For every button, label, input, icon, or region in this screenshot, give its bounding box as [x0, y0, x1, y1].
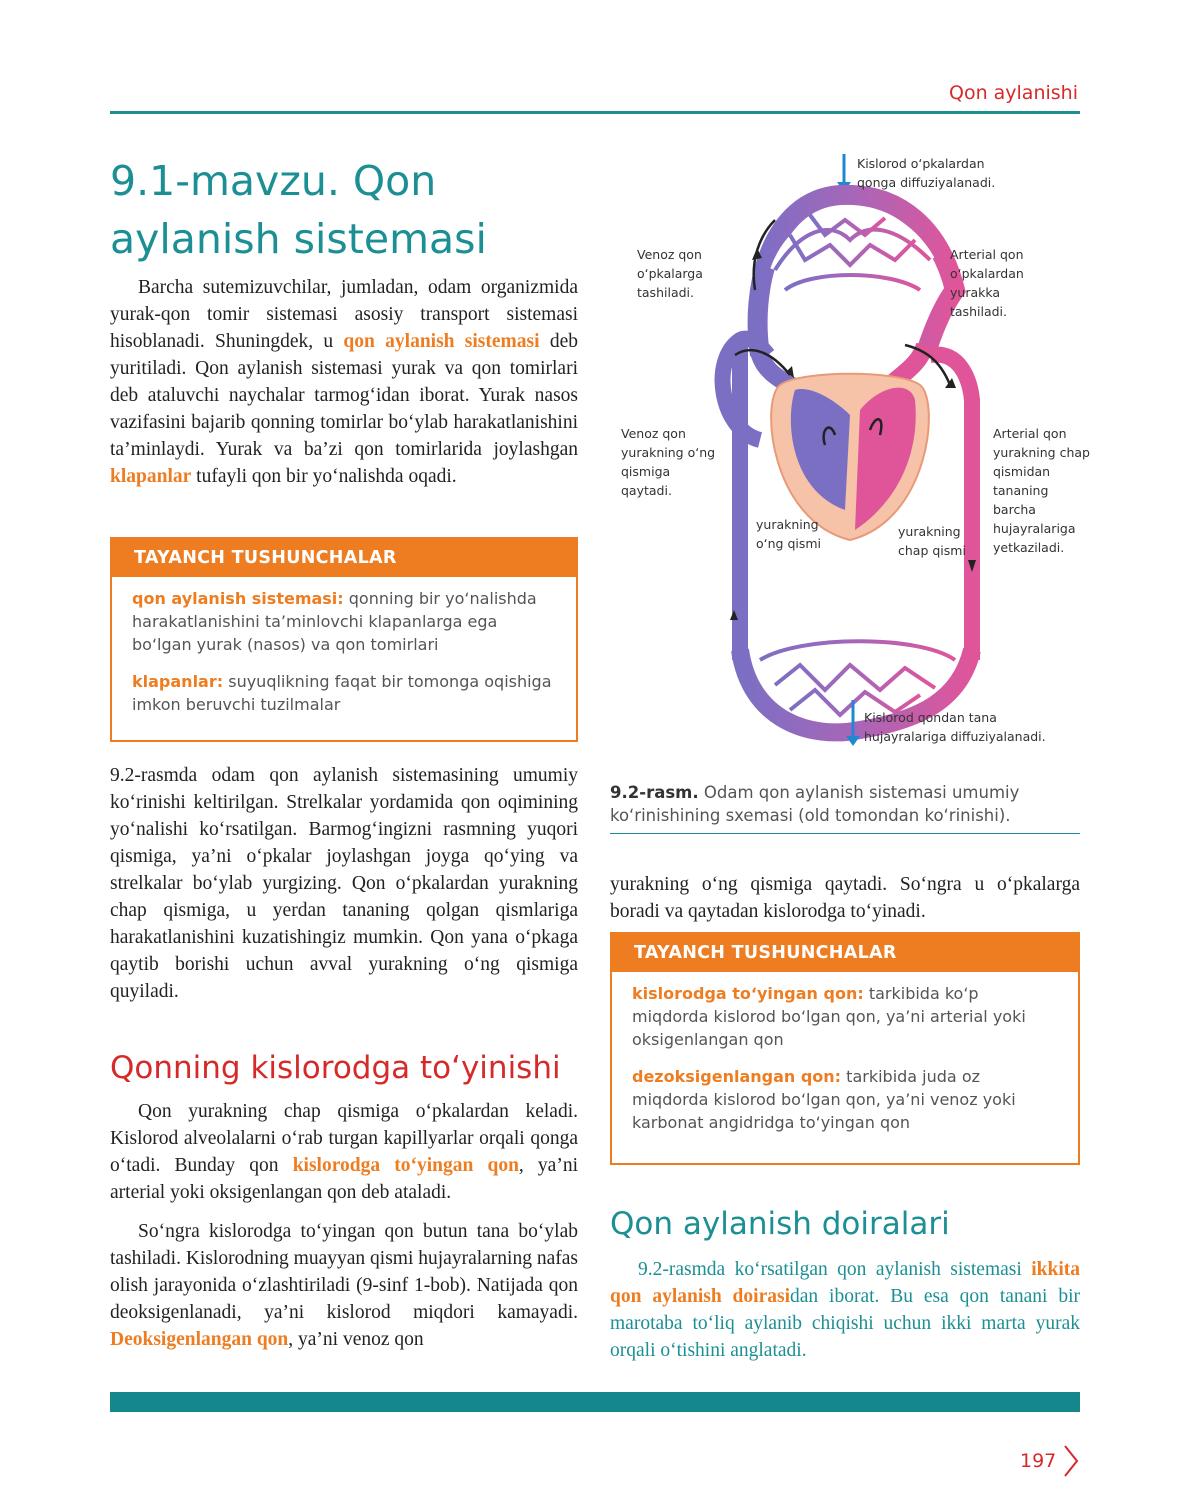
figure-reference-paragraph: 9.2-rasmda odam qon aylanish sistemasining umumiy ko‘rinishi keltirilgan. Strelkalar yordamida qon oqimining yo‘nalishi ko‘rsatilgan. Barmog‘ingizni rasmning yuqori qismiga, ya’ni o‘pkalar joylashgan joyga qo‘ying va strelkalar bo‘ylab yurgizing. Qon o‘pkalardan yurakning chap qismiga, u yerdan tananing qolgan qismlariga harakatlanishini kuzatishingiz mumkin. Qon yana o‘pkaga qaytib borishi uchun avval yurakning o‘ng qismiga quyiladi.: [110, 765, 578, 1002]
concept-item: dezoksigenlangan qon: tarkibida juda oz miqdorda kislorod bo‘lgan qon, ya’ni venoz yoki karbonat angidridga to‘yingan qon: [632, 1067, 1016, 1132]
key-concepts-box-1: [110, 537, 578, 742]
chevron-right-icon[interactable]: [1062, 1444, 1080, 1478]
label-arterial-from-lungs: Arterial qon o‘pkalardan yurakka tashiladi.: [950, 247, 1024, 319]
term-klapanlar: klapanlar: [110, 466, 192, 487]
key-concepts-box-2: [610, 932, 1080, 1165]
footer-bar: [110, 1392, 1080, 1412]
section2-paragraph: 9.2-rasmda ko‘rsatilgan qon aylanish sistemasi ikkita qon aylanish doirasidan iborat. Bu esa qon tanani bir marotaba to‘liq aylanib chiqishi uchun ikki marta yurak orqali o‘tishini anglatadi.: [610, 1259, 1080, 1361]
page-title-line2: aylanish sistemasi: [110, 215, 487, 263]
page-title: [110, 152, 590, 268]
term-deoksigenlangan: Deoksigenlangan qon: [110, 1329, 289, 1350]
concept-item: qon aylanish sistemasi: qonning bir yo‘nalishda harakatlanishini ta’minlovchi klapanlarga ega bo‘lgan yurak (nasos) va qon tomirlari: [132, 589, 537, 654]
section-heading-circulation-circles: Qon aylanish doiralari: [610, 1206, 950, 1242]
term-kislorodga-toyingan: kislorodga to‘yingan qon: [292, 1155, 519, 1176]
aorta: [930, 354, 972, 660]
term-qon-aylanish: qon aylanish sistemasi: [343, 331, 540, 352]
label-venous-to-lungs: Venoz qon o‘pkalarga tashiladi.: [637, 247, 703, 300]
section-heading-oxygenation: Qonning kislorodga to‘yinishi: [110, 1050, 561, 1086]
label-left-heart: yurakning chap qismi: [898, 524, 966, 558]
header-rule: [110, 111, 1080, 114]
running-header: Qon aylanishi: [948, 82, 1078, 104]
label-right-heart: yurakning o‘ng qismi: [756, 517, 822, 551]
intro-paragraph: [110, 274, 578, 490]
term-ikkita-doira: ikkita qon aylanish doirasi: [610, 1259, 1080, 1307]
oxygen-out-arrowhead: [846, 736, 860, 746]
right-column-paragraph: yurakning o‘ng qismiga qaytadi. So‘ngra u o‘pkalarga boradi va qaytadan kislorodga to‘yinadi.: [610, 874, 1080, 922]
page-title-line1: 9.1-mavzu. Qon: [110, 157, 437, 205]
concept-item: kislorodga to‘yingan qon: tarkibida ko‘p miqdorda kislorod bo‘lgan qon, ya’ni arterial yoki oksigenlangan qon: [632, 984, 1026, 1049]
key-concepts-heading: TAYANCH TUSHUNCHALAR: [112, 539, 576, 577]
section1-paragraph-2: So‘ngra kislorodga to‘yingan qon butun tana bo‘ylab tashiladi. Kislorodning muayyan qismi hujayralarning nafas olish jarayonida o‘zlashtiriladi (9-sinf 1-bob). Natijada qon deoksigenlanadi, ya’ni kislorod miqdori kamayadi. Deoksigenlangan qon, ya’ni venoz qon: [110, 1221, 578, 1350]
label-venous-return: Venoz qon yurakning o‘ng qismiga qaytadi.: [621, 426, 716, 498]
page-number: 197: [1020, 1450, 1057, 1472]
intro-text-2: deb yuritiladi. Qon aylanish sistemasi yurak va qon tomirlari deb ataluvchi naychalar tarmog‘idan iborat. Yurak nasos vazifasini bajarib qonning tomirlar bo‘ylab harakatlanishini ta’minlaydi. Yurak va ba’zi qon tomirlarida joylashgan: [110, 331, 578, 460]
label-arterial-to-body: Arterial qon yurakning chap qismidan tananing barcha hujayralariga yetkaziladi.: [993, 426, 1090, 555]
label-oxygen-out: Kislorod qondan tana hujayralariga diffuziyalanadi.: [864, 710, 1046, 744]
concept-item: klapanlar: suyuqlikning faqat bir tomonga oqishiga imkon beruvchi tuzilmalar: [132, 672, 552, 714]
figure-caption: 9.2-rasm. Odam qon aylanish sistemasi umumiy ko‘rinishining sxemasi (old tomondan ko‘rinishi).: [610, 781, 1080, 834]
section1-paragraph-1: Qon yurakning chap qismiga o‘pkalardan keladi. Kislorod alveolalarni o‘rab turgan kapillyarlar orqali qonga o‘tadi. Bunday qon kislorodga to‘yingan qon, ya’ni arterial yoki oksigenlangan qon deb ataladi.: [110, 1101, 578, 1203]
intro-text-3: tufayli qon bir yo‘nalishda oqadi.: [191, 466, 457, 487]
key-concepts-heading: TAYANCH TUSHUNCHALAR: [612, 934, 1078, 972]
label-oxygen-in: Kislorod o‘pkalardan qonga diffuziyalanadi.: [857, 156, 996, 190]
intro-text-1: Barcha sutemizuvchilar, jumladan, odam organizmida yurak-qon tomir sistemasi asosiy transport sistemasi hisoblanadi. Shuningdek, u: [110, 277, 578, 352]
